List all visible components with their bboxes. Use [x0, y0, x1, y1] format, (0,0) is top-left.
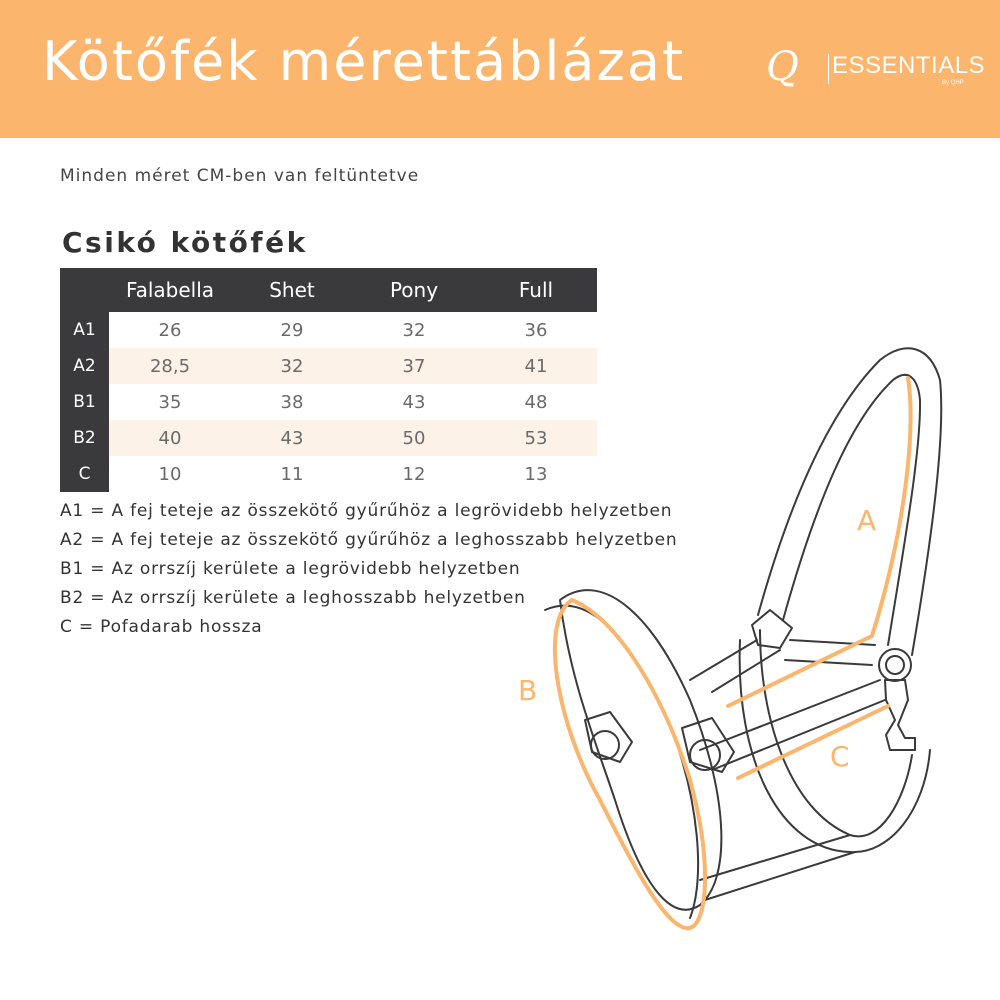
row-label: B1: [60, 384, 109, 420]
table-cell: 40: [109, 420, 231, 456]
legend-item: B1 = Az orrszíj kerülete a legrövidebb helyzetben: [60, 559, 521, 579]
row-label: A2: [60, 348, 109, 384]
table-cell: 32: [231, 348, 353, 384]
noseband-strap: [560, 590, 721, 910]
table-cell: 43: [231, 420, 353, 456]
table-cell: 11: [280, 463, 304, 485]
page-title: Kötőfék mérettáblázat: [42, 30, 686, 93]
legend-item: A1 = A fej teteje az összekötő gyűrűhöz a legrövidebb helyzetben: [60, 501, 673, 521]
measurement-label-c: C: [830, 740, 850, 773]
table-cell: 37: [353, 348, 475, 384]
crownpiece-strap-inner: [783, 375, 920, 645]
logo-byline: By QHP: [942, 80, 964, 86]
column-header: Falabella: [109, 268, 231, 312]
snap-hook: [885, 680, 915, 750]
legend-item: B2 = Az orrszíj kerülete a leghosszabb helyzetben: [60, 588, 526, 608]
halter-outline: [545, 348, 941, 918]
legend-item: C = Pofadarab hossza: [60, 617, 263, 637]
throat-ring-inner: [886, 656, 904, 674]
table-cell: 43: [402, 391, 426, 413]
table-cell: 41: [475, 348, 597, 384]
cheek-strap-upper: [690, 640, 757, 680]
underjaw-strap-inner: [705, 852, 855, 900]
table-cell: 38: [280, 391, 304, 413]
table-cell: 53: [475, 420, 597, 456]
throat-ring: [879, 649, 911, 681]
measurement-a-line: [728, 378, 910, 706]
row-label: B2: [60, 420, 109, 456]
table-cell: 36: [524, 319, 548, 341]
table-cell: 48: [524, 391, 548, 413]
units-note: Minden méret CM-ben van feltüntetve: [60, 166, 420, 186]
measurement-c-line: [738, 706, 888, 778]
table-cell: 13: [524, 463, 548, 485]
throat-strap-inner: [785, 660, 872, 665]
section-title: Csikó kötőfék: [62, 226, 308, 259]
table-cell: 28,5: [109, 348, 231, 384]
row-label: A1: [60, 312, 109, 348]
measurement-label-b: B: [518, 674, 538, 707]
table-cell: 10: [158, 463, 182, 485]
left-buckle: [585, 712, 632, 762]
noseband-strap-inner: [545, 606, 698, 918]
table-cell: 32: [402, 319, 426, 341]
logo-name: ESSENTIALS: [832, 52, 986, 79]
chin-strap: [760, 630, 912, 836]
table-cell: 26: [158, 319, 182, 341]
measurement-label-a: A: [857, 504, 877, 537]
table-cell: 12: [402, 463, 426, 485]
underjaw-strap: [700, 835, 850, 880]
table-cell: 35: [158, 391, 182, 413]
table-cell: 29: [280, 319, 304, 341]
column-header: Pony: [353, 268, 475, 312]
column-header: Full: [475, 268, 597, 312]
right-buckle: [682, 718, 734, 772]
legend-item: A2 = A fej teteje az összekötő gyűrűhöz a leghosszabb helyzetben: [60, 530, 678, 550]
column-header: Shet: [231, 268, 353, 312]
measurement-lines: [555, 378, 911, 928]
table-cell: 50: [353, 420, 475, 456]
row-label: C: [60, 456, 109, 492]
logo-mark: Q: [766, 44, 799, 90]
